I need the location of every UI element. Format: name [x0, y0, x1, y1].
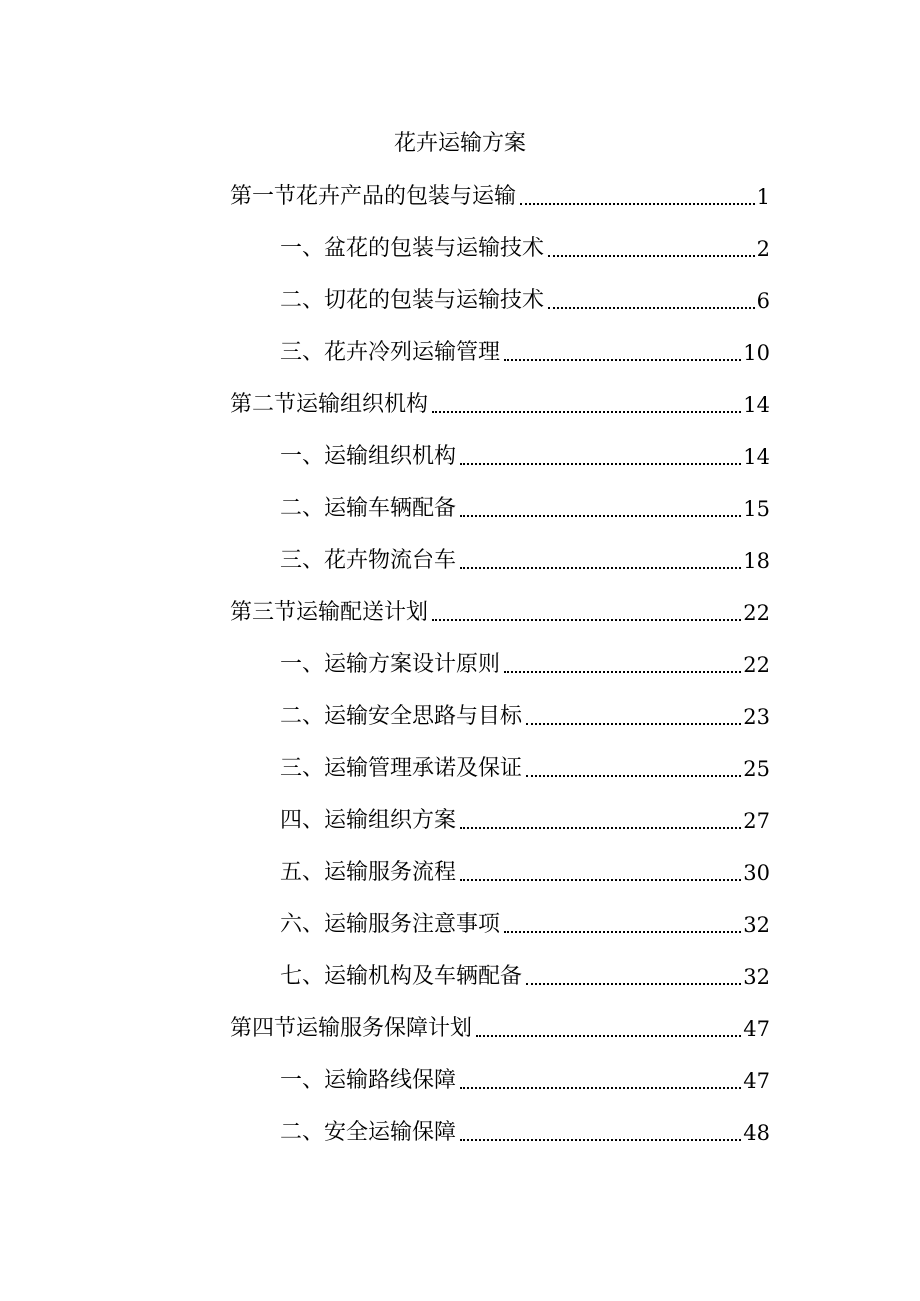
toc-entry-label: 第一节花卉产品的包装与运输 [230, 184, 517, 209]
toc-entry-label: 七、运输机构及车辆配备 [280, 964, 523, 989]
toc-entry-page: 1 [756, 185, 770, 209]
toc-entry-page: 22 [743, 601, 770, 625]
toc-dot-leader [548, 307, 755, 309]
toc-entry[interactable] [280, 748, 770, 784]
toc-dot-leader [504, 931, 741, 933]
toc-entry-label: 三、运输管理承诺及保证 [280, 756, 523, 781]
toc-entry-label: 一、运输方案设计原则 [280, 652, 501, 677]
toc-entry-label: 第二节运输组织机构 [230, 392, 429, 417]
toc-entry-label: 二、安全运输保障 [280, 1120, 457, 1145]
toc-dot-leader [460, 567, 741, 569]
toc-entry[interactable] [280, 800, 770, 836]
toc-dot-leader [520, 203, 755, 205]
toc-entry-page: 22 [743, 653, 770, 677]
toc-entry[interactable] [230, 1008, 770, 1044]
toc-entry-label: 第三节运输配送计划 [230, 600, 429, 625]
toc-entry-label: 二、运输车辆配备 [280, 496, 457, 521]
toc-entry-label: 二、运输安全思路与目标 [280, 704, 523, 729]
toc-entry[interactable] [280, 228, 770, 264]
toc-entry[interactable] [280, 332, 770, 368]
toc-entry[interactable] [280, 904, 770, 940]
toc-entry-page: 47 [743, 1017, 770, 1041]
toc-entry-page: 6 [756, 289, 770, 313]
toc-entry-page: 23 [743, 705, 770, 729]
toc-dot-leader [504, 671, 741, 673]
toc-entry-label: 三、花卉冷列运输管理 [280, 340, 501, 365]
toc-dot-leader [432, 619, 741, 621]
toc-entry-page: 32 [743, 913, 770, 937]
toc-dot-leader [460, 463, 741, 465]
toc-entry[interactable] [280, 956, 770, 992]
toc-entry-label: 六、运输服务注意事项 [280, 912, 501, 937]
toc-entry-label: 一、运输路线保障 [280, 1068, 457, 1093]
toc-entry-page: 48 [743, 1121, 770, 1145]
toc-entry-page: 14 [743, 393, 770, 417]
toc-entry[interactable] [230, 592, 770, 628]
toc-dot-leader [526, 983, 741, 985]
toc-entry-page: 10 [743, 341, 770, 365]
toc-dot-leader [460, 515, 741, 517]
toc-entry-label: 第四节运输服务保障计划 [230, 1016, 473, 1041]
toc-entry[interactable] [280, 696, 770, 732]
toc-entry-label: 一、运输组织机构 [280, 444, 457, 469]
toc-entry[interactable] [280, 488, 770, 524]
toc-entry-page: 47 [743, 1069, 770, 1093]
toc-entry-page: 27 [743, 809, 770, 833]
toc-entry[interactable] [280, 540, 770, 576]
toc-dot-leader [504, 359, 741, 361]
toc-entry-page: 14 [743, 445, 770, 469]
toc-entry-page: 18 [743, 549, 770, 573]
toc-entry-label: 五、运输服务流程 [280, 860, 457, 885]
toc-entry-page: 30 [743, 861, 770, 885]
toc-entry-page: 32 [743, 965, 770, 989]
toc-entry[interactable] [280, 436, 770, 472]
toc-entry[interactable] [280, 1112, 770, 1148]
toc-entry-label: 一、盆花的包装与运输技术 [280, 236, 545, 261]
toc-dot-leader [526, 775, 741, 777]
toc-entry[interactable] [280, 280, 770, 316]
toc-entry-label: 二、切花的包装与运输技术 [280, 288, 545, 313]
toc-entry-page: 15 [743, 497, 770, 521]
toc-entry[interactable] [230, 176, 770, 212]
toc-entry-label: 三、花卉物流台车 [280, 548, 457, 573]
toc-dot-leader [432, 411, 741, 413]
toc-dot-leader [460, 827, 741, 829]
toc-dot-leader [548, 255, 755, 257]
toc-dot-leader [460, 879, 741, 881]
toc-entry[interactable] [280, 852, 770, 888]
toc-entry-page: 25 [743, 757, 770, 781]
toc-dot-leader [526, 723, 741, 725]
toc-entry[interactable] [230, 384, 770, 420]
toc-dot-leader [476, 1035, 741, 1037]
toc-entry-page: 2 [756, 237, 770, 261]
toc-entry[interactable] [280, 1060, 770, 1096]
toc-dot-leader [460, 1139, 741, 1141]
toc-dot-leader [460, 1087, 741, 1089]
document-title: 花卉运输方案 [393, 131, 526, 156]
toc-entry[interactable] [280, 644, 770, 680]
toc-entry-label: 四、运输组织方案 [280, 808, 457, 833]
